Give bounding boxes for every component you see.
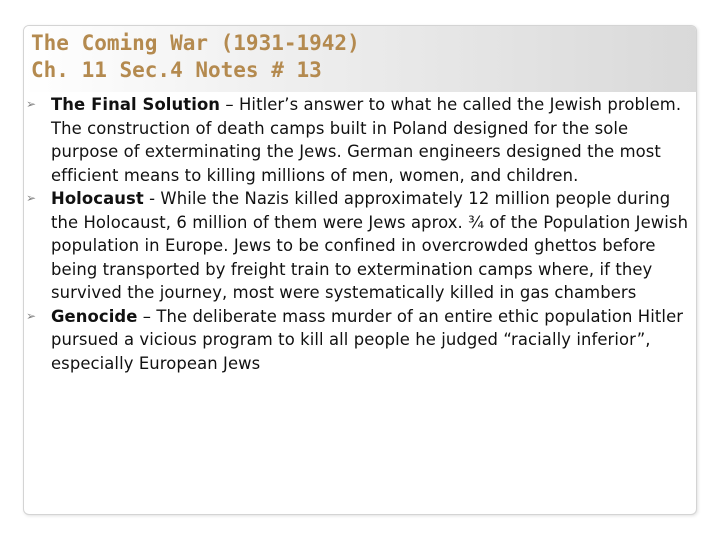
slide-title-line-1: The Coming War (1931-1942) [31, 31, 360, 55]
slide-title-line-2: Ch. 11 Sec.4 Notes # 13 [31, 58, 322, 82]
arrowhead-bullet-icon: ➢ [26, 308, 37, 323]
bullet-text: – Hitler’s answer to what he called the Jewish problem. The construction of death camps built in Poland designed for the sole purpose of exterminating the Jews. German engineers designed the most efficient means to killing millions of men, women, and children. [51, 95, 682, 185]
slide [23, 25, 697, 515]
title-band [24, 26, 696, 92]
bullet-term: Genocide [51, 306, 138, 326]
bullet-holocaust [26, 187, 691, 305]
bullet-text: - While the Nazis killed approximately 12 million people during the Holocaust, 6 million of them were Jews aprox. ¾ of the Population Jewish population in Europe. Jews to be confined in overcrowded ghettos before being transported by freight train to extermination camps where, if they survived the journey, most were systematically killed in gas chambers [51, 189, 689, 302]
bullet-list [26, 93, 691, 375]
bullet-text: – The deliberate mass murder of an entire ethic population Hitler pursued a vicious program to kill all people he judged “racially inferior”, especially European Jews [51, 306, 684, 373]
bullet-genocide [26, 305, 691, 376]
arrowhead-bullet-icon: ➢ [26, 97, 37, 111]
bullet-term: Holocaust [51, 189, 144, 208]
bullet-term: The Final Solution [51, 95, 221, 114]
slide-title [31, 30, 360, 84]
bullet-final-solution [26, 93, 691, 187]
arrowhead-bullet-icon: ➢ [26, 191, 37, 205]
